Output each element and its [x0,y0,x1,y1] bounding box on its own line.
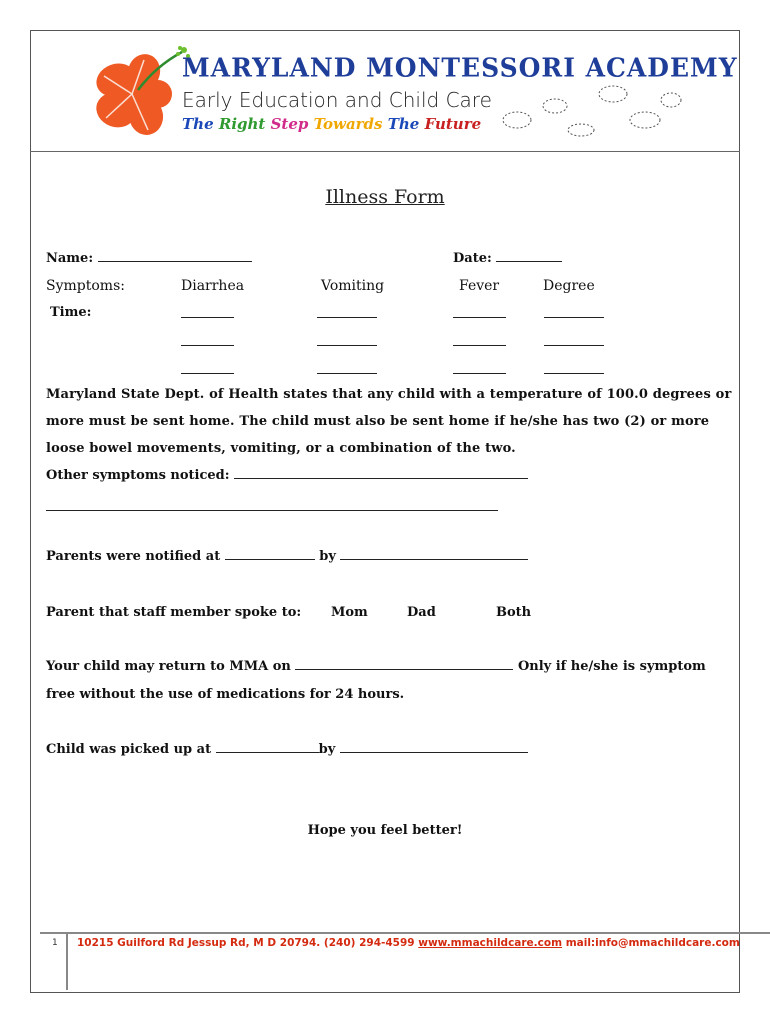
footer-address: 10215 Guilford Rd Jessup Rd, M D 20794. (240) 294-4599 [77,937,415,949]
degree-blank-3[interactable] [544,363,604,374]
date-field[interactable] [453,251,562,266]
degree-blank-1[interactable] [544,307,604,318]
picked-up-time-blank[interactable] [216,742,319,753]
date-label: Date: [453,251,492,266]
tagline-word: The [382,115,420,133]
footer-divider [40,932,770,934]
parents-notified-field[interactable] [46,549,528,564]
picked-up-field[interactable] [46,742,528,757]
name-field[interactable] [46,251,252,266]
return-date-blank[interactable] [295,659,513,670]
page-frame [30,30,740,993]
parents-notified-label: Parents were notified at [46,549,221,564]
page-number: 1 [52,938,58,948]
option-dad[interactable]: Dad [407,605,436,620]
tagline-word: Future [419,115,482,133]
header-divider [30,151,740,152]
tagline-word: Step [265,115,309,133]
tagline-word: Towards [308,115,383,133]
health-notice: Maryland State Dept. of Health states that any child with a temperature of 100.0 degrees or more must be sent home. The child must also be sent home if he/she has two (2) or more loose bowel movements, vomiting, or a combination of the two. [46,387,732,456]
footer-contact [77,937,740,949]
fever-blank-3[interactable] [453,363,506,374]
degree-blank-2[interactable] [544,335,604,346]
diarrhea-blank-1[interactable] [181,307,234,318]
option-mom[interactable]: Mom [331,605,368,620]
notified-by-label: by [319,549,336,564]
vomiting-blank-1[interactable] [317,307,377,318]
academy-subtitle: Early Education and Child Care [182,88,492,112]
picked-up-by-blank[interactable] [340,742,528,753]
notified-by-blank[interactable] [340,549,528,560]
return-condition-2: free without the use of medications for 24 hours. [46,687,405,702]
tagline-word: The [182,115,214,133]
other-symptoms-label: Other symptoms noticed: [46,468,230,483]
tagline-word: Right [213,115,266,133]
tagline [182,115,481,133]
spoke-to-label: Parent that staff member spoke to: [46,605,302,620]
form-title: Illness Form [325,186,445,208]
footer-vertical-divider [66,932,68,990]
time-label: Time: [50,305,92,320]
option-both[interactable]: Both [496,605,532,620]
footprints-doodle-icon [495,80,685,142]
vomiting-blank-3[interactable] [317,363,377,374]
date-blank[interactable] [496,251,562,262]
academy-name: MARYLAND MONTESSORI ACADEMY [182,52,738,83]
diarrhea-blank-2[interactable] [181,335,234,346]
closing-message: Hope you feel better! [307,823,463,838]
picked-up-by-label: by [318,742,336,757]
return-field[interactable] [46,659,706,674]
vomiting-blank-2[interactable] [317,335,377,346]
symptoms-label: Symptoms: [46,278,125,294]
notified-time-blank[interactable] [225,549,315,560]
name-blank[interactable] [98,251,252,262]
footer-email[interactable]: mail:info@mmachildcare.com [565,937,740,949]
other-symptoms-blank[interactable] [234,468,528,479]
name-label: Name: [46,251,94,266]
other-symptoms-field[interactable] [46,468,528,483]
column-fever: Fever [459,278,500,294]
other-symptoms-blank-2[interactable] [46,500,498,511]
fever-blank-2[interactable] [453,335,506,346]
diarrhea-blank-3[interactable] [181,363,234,374]
column-degree: Degree [543,278,595,294]
column-diarrhea: Diarrhea [181,278,245,294]
fever-blank-1[interactable] [453,307,506,318]
footer-website-link[interactable]: www.mmachildcare.com [418,937,563,949]
return-condition: Only if he/she is symptom [517,659,706,674]
column-vomiting: Vomiting [321,278,385,294]
return-label: Your child may return to MMA on [46,659,291,674]
picked-up-label: Child was picked up at [46,742,212,757]
